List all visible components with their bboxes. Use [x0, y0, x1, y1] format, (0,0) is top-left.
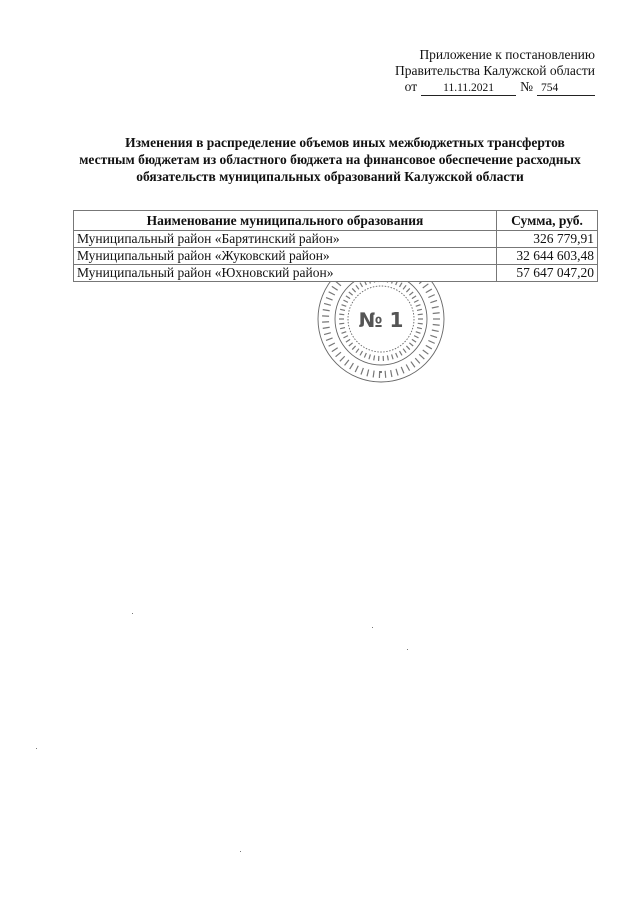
- row-name: Муниципальный район «Жуковский район»: [74, 248, 497, 265]
- title-line-3: обязательств муниципальных образований Калужской области: [136, 169, 524, 184]
- title-line-2: местным бюджетам из областного бюджета на финансовое обеспечение расходных: [79, 152, 581, 167]
- table-header-row: [74, 211, 598, 231]
- appendix-header: [395, 47, 595, 96]
- header-sum: Сумма, руб.: [497, 211, 598, 231]
- row-sum: 32 644 603,48: [497, 248, 598, 265]
- row-sum: 326 779,91: [497, 231, 598, 248]
- appendix-line-2: Правительства Калужской области: [394, 63, 595, 78]
- row-sum: 57 647 047,20: [497, 265, 598, 282]
- title-line-1: Изменения в распределение объемов иных межбюджетных трансфертов: [125, 135, 565, 150]
- appendix-line-1: Приложение к постановлению: [419, 47, 595, 62]
- decree-number: 754: [537, 82, 595, 96]
- from-label: от: [404, 79, 418, 94]
- table-row: [74, 231, 598, 248]
- row-name: Муниципальный район «Барятинский район»: [74, 231, 497, 248]
- header-name: Наименование муниципального образования: [74, 211, 497, 231]
- seal-center-number: № 1: [358, 308, 404, 332]
- table-row: [74, 248, 598, 265]
- appendix-line-3: [395, 79, 595, 96]
- table-row: [74, 265, 598, 282]
- decree-date: 11.11.2021: [421, 82, 516, 96]
- transfers-table: [73, 210, 598, 282]
- document-title: [60, 134, 600, 185]
- row-name: Муниципальный район «Юхновский район»: [74, 265, 497, 282]
- number-label: №: [520, 79, 533, 94]
